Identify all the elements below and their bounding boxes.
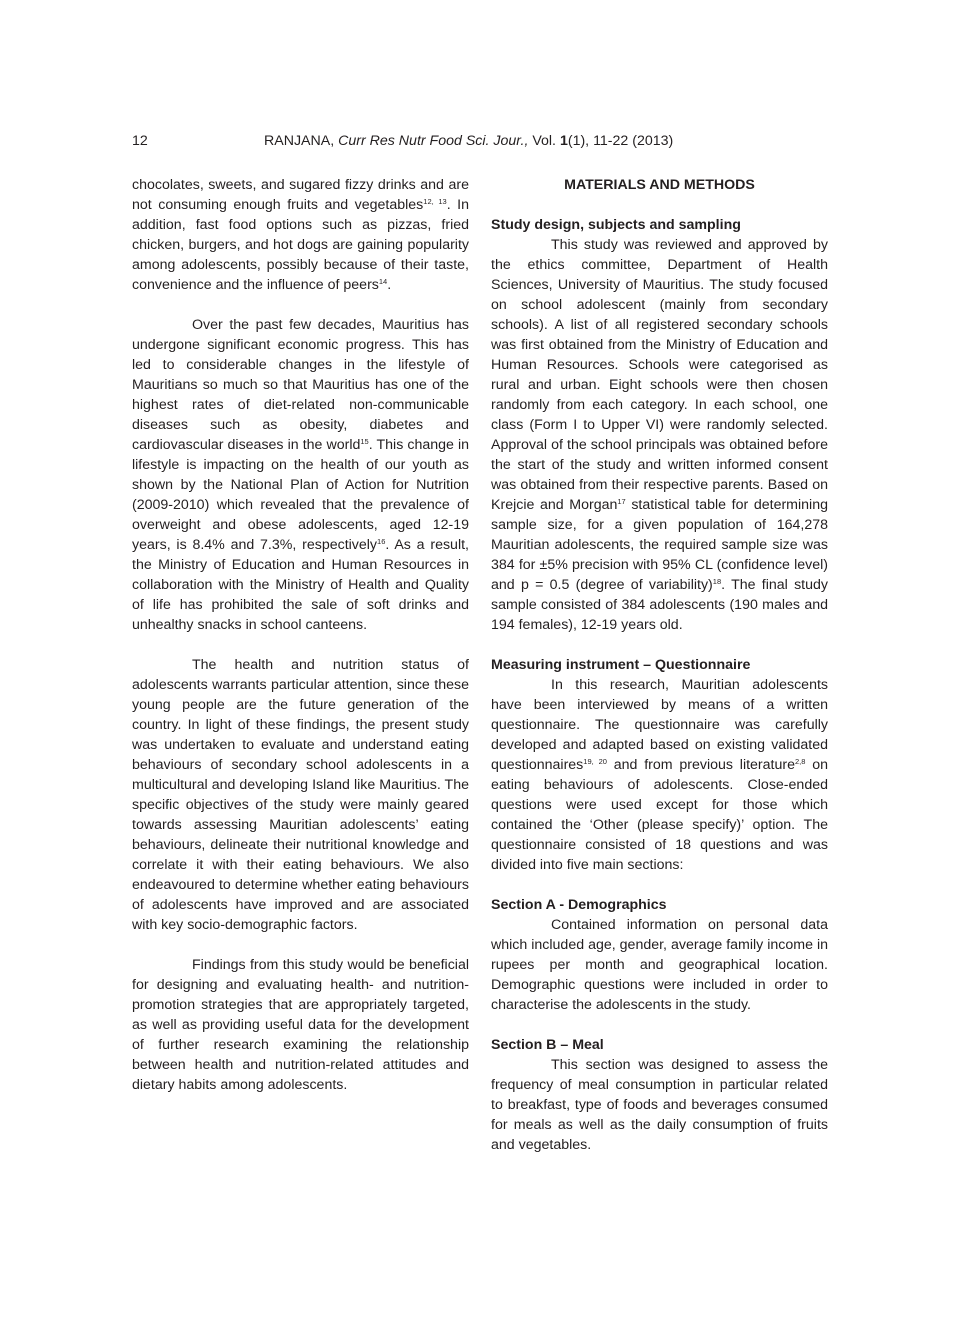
paragraph-study-design <box>491 235 828 635</box>
paragraph-intro-continued <box>132 175 469 295</box>
subheading-section-a: Section A - Demographics <box>491 897 667 913</box>
running-header <box>132 131 828 151</box>
paragraph-measuring-instrument <box>491 675 828 875</box>
citation-ref: 12, 13 <box>423 197 447 206</box>
citation-ref: 14 <box>378 277 388 286</box>
citation-ref: 17 <box>617 497 626 506</box>
journal-name: Curr Res Nutr Food Sci. Jour., <box>338 133 529 149</box>
subheading-study-design: Study design, subjects and sampling <box>491 217 741 233</box>
author-name: RANJANA, <box>264 133 339 149</box>
citation-line <box>264 131 673 151</box>
volume-number: 1 <box>559 133 568 149</box>
text-segment: on eating behaviours of adolescents. Close-ended questions were used except for those which contained the ‘Other (please specify)’ option. The questionnaire consisted of 18 questions and was divided into five main sections: <box>491 757 829 873</box>
paragraph-section-b: This section was designed to assess the frequency of meal consumption in particular related to breakfast, type of foods and beverages consumed for meals as well as the daily consumption of fruits and vegetables. <box>491 1057 828 1153</box>
text-segment: This study was reviewed and approved by the ethics committee, Department of Health Sciences, University of Mauritius. The study focused on school adolescent (mainly from secondary schools). A list of all registered secondary schools was first obtained from the Ministry of Education and Human Resources. Schools were categorised as rural and urban. Eight schools were then chosen randomly from each category. In each school, one class (Form I to Upper VI) were randomly selected. Approval of the school principals was obtained before the start of the study and written informed consent was obtained from their respective parents. Based on Krejcie and Morgan <box>491 237 828 513</box>
citation-ref: 18 <box>712 577 722 586</box>
subheading-section-b: Section B – Meal <box>491 1037 604 1053</box>
text-segment: Over the past few decades, Mauritius has undergone significant economic progress. This has led to considerable changes in the lifestyle of Mauritians so much so that Mauritius has one of the highest rates of diet-related non-communicable diseases such as obesity, diabetes and cardiovascular diseases in the world <box>132 317 469 453</box>
subheading-measuring-instrument: Measuring instrument – Questionnaire <box>491 657 751 673</box>
text-segment: and from previous literature <box>606 757 795 773</box>
right-column <box>491 175 828 1155</box>
issue-pages-year: (1), 11-22 (2013) <box>567 133 674 149</box>
volume-prefix: Vol. <box>528 133 560 149</box>
page-number: 12 <box>132 133 148 149</box>
paragraph-mauritius-progress <box>132 315 469 635</box>
paragraph-section-a: Contained information on personal data which included age, gender, average family income in rupees per month and geographical location. Demographic questions were included in order to characterise the adolescents in the study. <box>491 917 828 1013</box>
paragraph-objectives: The health and nutrition status of adolescents warrants particular attention, since these young people are the future generation of the country. In light of these findings, the present study was undertaken to evaluate and understand eating behaviours of secondary school adolescents in a multicultural and developing Island like Mauritius. The specific objectives of the study were mainly geared towards assessing Mauritian adolescents’ eating behaviours, delineate their nutritional knowledge and correlate it with their eating behaviours. We also endeavoured to determine whether eating behaviours of adolescents have improved and are associated with key socio-demographic factors. <box>132 657 469 933</box>
citation-ref: 19, 20 <box>583 757 607 766</box>
citation-ref: 15 <box>360 437 369 446</box>
citation-ref: 2,8 <box>795 757 806 766</box>
paragraph-findings: Findings from this study would be beneficial for designing and evaluating health- and nutrition-promotion strategies that are appropriately targeted, as well as providing useful data for the development of further research examining the relationship between health and nutrition-related attitudes and dietary habits among adolescents. <box>132 957 469 1093</box>
text-segment: chocolates, sweets, and sugared fizzy drinks and are not consuming enough fruits and vegetables <box>132 177 469 213</box>
text-segment: . In addition, fast food options such as pizzas, fried chicken, burgers, and hot dogs are gaining popularity among adolescents, possibly because of their taste, convenience and the influence of peers <box>132 197 469 293</box>
text-segment: . The final study sample consisted of 384 adolescents (190 males and 194 females), 12-19 years old. <box>491 577 828 633</box>
text-segment: . As a result, the Ministry of Education and Human Resources in collaboration with the Ministry of Health and Quality of life has prohibited the sale of soft drinks and unhealthy snacks in school canteens. <box>132 537 469 633</box>
text-segment: In this research, Mauritian adolescents have been interviewed by means of a written questionnaire. The questionnaire was carefully developed and adapted based on existing validated questionnaires <box>491 677 828 773</box>
citation-ref: 16 <box>377 537 386 546</box>
section-title-materials-methods: MATERIALS AND METHODS <box>564 177 755 193</box>
text-segment: . This change in lifestyle is impacting on the health of our youth as shown by the National Plan of Action for Nutrition (2009-2010) which revealed that the prevalence of overweight and obese adolescents, aged 12-19 years, is 8.4% and 7.3%, respectively <box>132 437 469 553</box>
text-segment: . <box>387 277 392 293</box>
left-column <box>132 175 469 1095</box>
text-segment: statistical table for determining sample size, for a given population of 164,278 Mauritian adolescents, the required sample size was 384 for ±5% precision with 95% CL (confidence level) and p = 0.5 (degree of variability) <box>491 497 828 593</box>
